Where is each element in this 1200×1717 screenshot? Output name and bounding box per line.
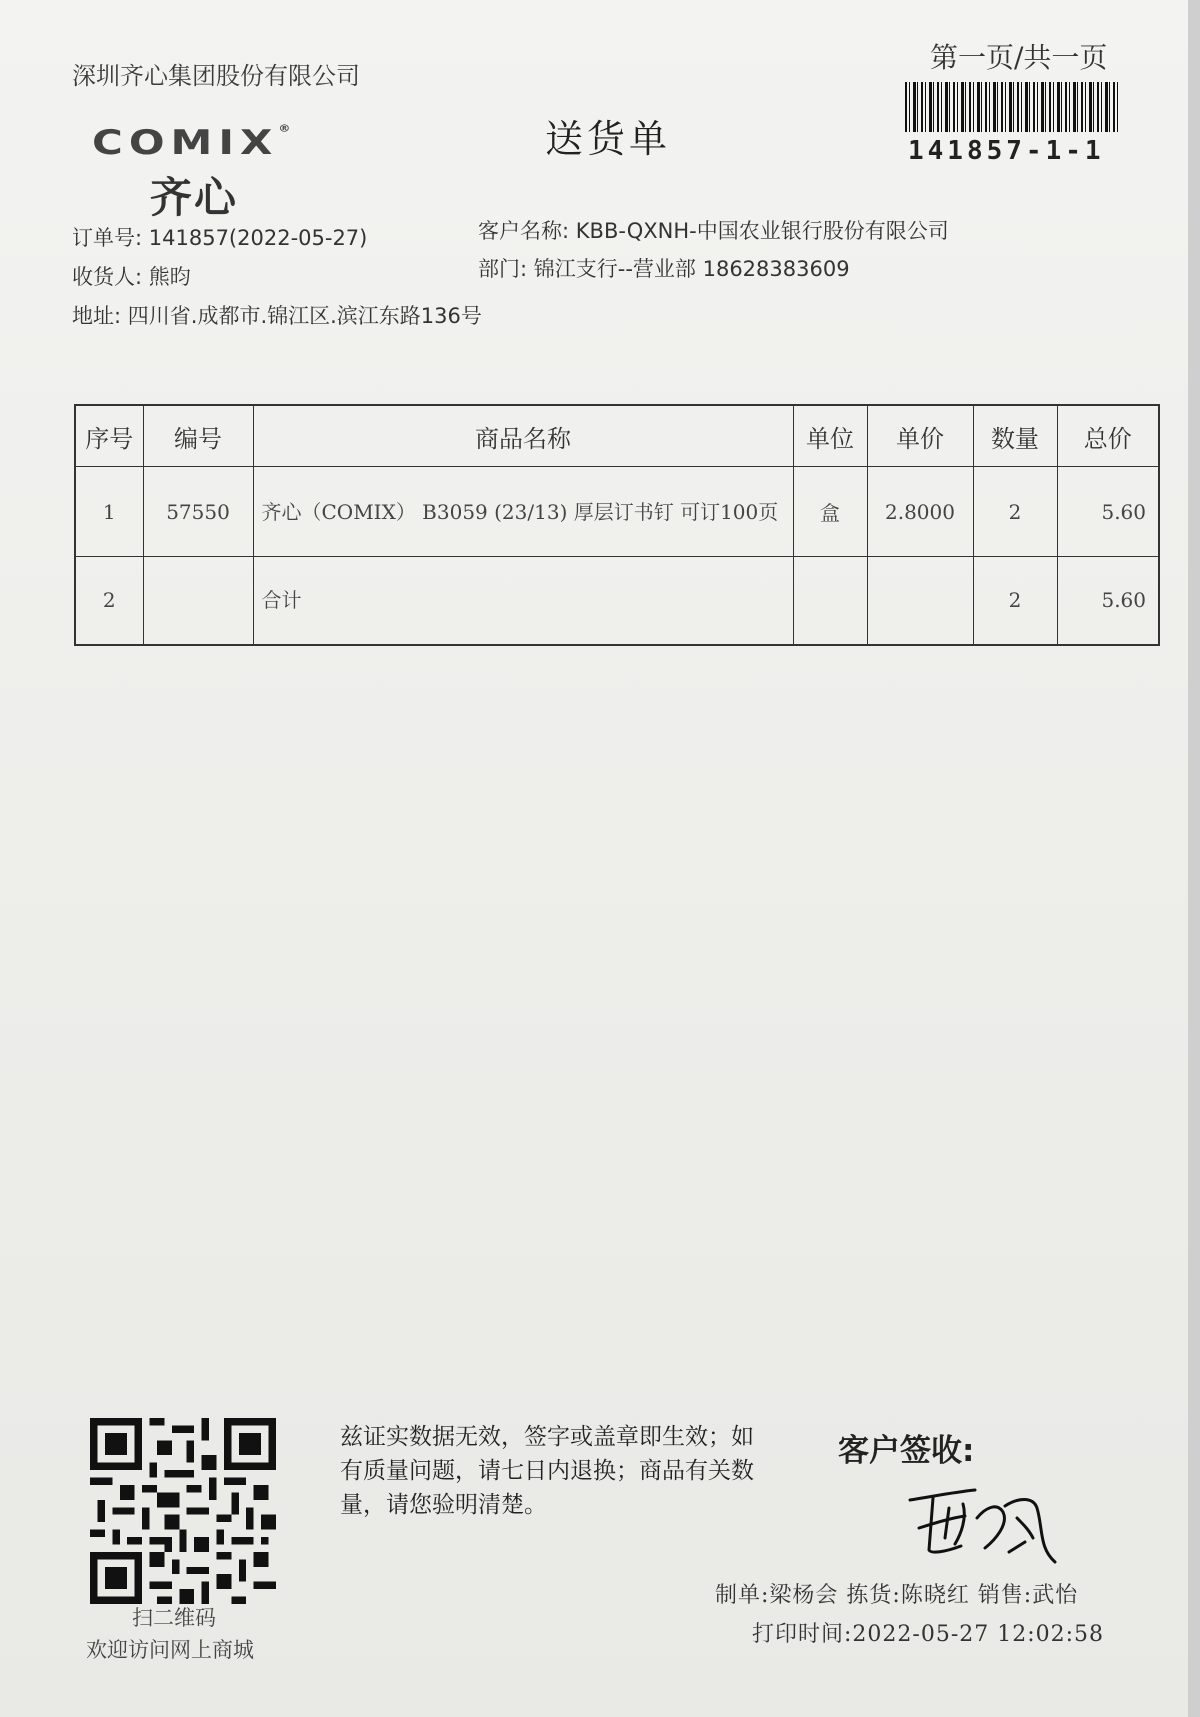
cell-unit: 盒 — [793, 467, 867, 557]
table-row — [75, 557, 1159, 645]
cell-code — [143, 557, 253, 645]
header-unit-price: 单价 — [867, 405, 973, 467]
page-info: 第一页/共一页 — [930, 41, 1108, 74]
header-product-name: 商品名称 — [253, 405, 793, 467]
table-row — [75, 467, 1159, 557]
cell-unit-price — [867, 557, 973, 645]
cell-seq: 2 — [75, 557, 143, 645]
cell-seq: 1 — [75, 467, 143, 557]
notice-text: 兹证实数据无效，签字或盖章即生效；如有质量问题，请七日内退换；商品有关数量，请您验明清楚。 — [340, 1424, 754, 1518]
cell-unit-price: 2.8000 — [867, 467, 973, 557]
header-quantity: 数量 — [973, 405, 1057, 467]
cell-total: 5.60 — [1057, 557, 1159, 645]
address-label: 地址: — [72, 304, 122, 328]
cell-product-name: 合计 — [253, 557, 793, 645]
order-value: 141857(2022-05-27) — [148, 226, 368, 250]
receiver — [72, 261, 191, 291]
comix-logo — [92, 123, 290, 162]
cell-quantity: 2 — [973, 557, 1057, 645]
header-code: 编号 — [143, 405, 253, 467]
company-name: 深圳齐心集团股份有限公司 — [72, 62, 360, 90]
items-table-wrap — [74, 404, 1160, 646]
logo-registered-mark: ® — [278, 122, 291, 135]
handwritten-signature — [905, 1478, 1070, 1568]
header-unit: 单位 — [793, 405, 867, 467]
table-header-row — [75, 405, 1159, 467]
cell-quantity: 2 — [973, 467, 1057, 557]
address — [72, 300, 482, 330]
customer-name — [478, 215, 949, 245]
customer-signature-label: 客户签收: — [838, 1433, 975, 1469]
staff-info: 制单:梁杨会 拣货:陈晓红 销售:武怡 — [715, 1583, 1079, 1608]
dept-value: 锦江支行--营业部 18628383609 — [533, 257, 850, 281]
logo-text: COMIX — [92, 122, 279, 163]
cell-code: 57550 — [143, 467, 253, 557]
qr-caption-line2: 欢迎访问网上商城 — [86, 1638, 254, 1662]
cell-unit — [793, 557, 867, 645]
dept-label: 部门: — [478, 257, 528, 281]
order-label: 订单号: — [72, 226, 143, 250]
customer-value: KBB-QXNH-中国农业银行股份有限公司 — [575, 219, 949, 243]
print-time: 打印时间:2022-05-27 12:02:58 — [752, 1622, 1105, 1647]
cell-total: 5.60 — [1057, 467, 1159, 557]
receiver-value: 熊昀 — [148, 265, 191, 289]
qr-caption-line1: 扫二维码 — [132, 1606, 216, 1630]
receiver-label: 收货人: — [72, 265, 143, 289]
cell-product-name: 齐心（COMIX） B3059 (23/13) 厚层订书钉 可订100页 — [253, 467, 793, 557]
department — [478, 253, 850, 283]
order-number — [72, 222, 367, 252]
document-title: 送货单 — [545, 117, 672, 161]
barcode-icon — [905, 82, 1120, 132]
items-table — [74, 404, 1160, 646]
customer-label: 客户名称: — [478, 219, 570, 243]
logo-chinese: 齐心 — [150, 173, 239, 222]
qr-code-icon — [90, 1418, 276, 1604]
header-total: 总价 — [1057, 405, 1159, 467]
address-value: 四川省.成都市.锦江区.滨江东路136号 — [127, 304, 482, 328]
header-seq: 序号 — [75, 405, 143, 467]
barcode-number: 141857-1-1 — [908, 136, 1105, 166]
